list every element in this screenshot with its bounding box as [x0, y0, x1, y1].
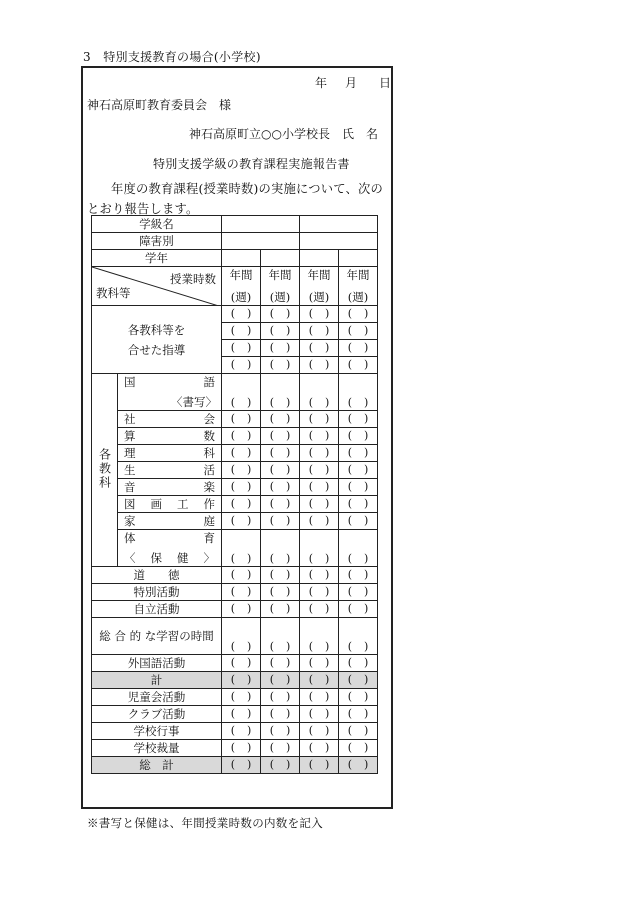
hours-input-cell[interactable] — [222, 513, 261, 530]
hours-input-cell-parens: ( ) — [308, 446, 330, 459]
table-row — [92, 445, 378, 462]
hours-input-cell[interactable] — [339, 584, 378, 601]
subject-kokugo: 国 語 〈書写〉 — [118, 374, 222, 411]
hours-input-cell[interactable] — [339, 655, 378, 672]
hours-input-cell[interactable] — [222, 479, 261, 496]
hours-input-cell[interactable] — [261, 513, 300, 530]
hours-input-cell-parens: ( ) — [269, 480, 291, 493]
hours-input-cell-parens: ( ) — [230, 602, 252, 615]
hours-input-cell-parens: ( ) — [269, 429, 291, 442]
hours-input-cell[interactable] — [300, 479, 339, 496]
annual-weekly-header: 年間 (週) — [339, 267, 378, 306]
grade-cell[interactable] — [222, 250, 261, 267]
hours-input-cell[interactable] — [261, 672, 300, 689]
hours-input-cell[interactable] — [222, 740, 261, 757]
hours-input-cell-parens: ( ) — [308, 585, 330, 598]
table-row — [92, 689, 378, 706]
table-row — [92, 706, 378, 723]
hours-input-cell-parens: ( ) — [347, 707, 369, 720]
hours-input-cell[interactable] — [300, 618, 339, 655]
addressee: 神石高原町教育委員会 様 — [87, 98, 232, 112]
hours-input-cell-parens: ( ) — [308, 429, 330, 442]
hours-input-cell[interactable] — [339, 757, 378, 774]
hours-input-cell[interactable] — [261, 706, 300, 723]
hours-input-cell-parens: ( ) — [230, 463, 252, 476]
subtotal-label: 計 — [92, 672, 222, 689]
hours-input-cell-parens: ( ) — [269, 324, 291, 337]
curriculum-table-wrap — [91, 215, 378, 774]
subject-label: 理 科 — [118, 445, 222, 462]
hours-input-cell[interactable] — [339, 530, 378, 567]
hours-input-cell[interactable] — [339, 567, 378, 584]
table-row — [92, 462, 378, 479]
hours-input-cell[interactable] — [300, 462, 339, 479]
hours-input-cell-parens: ( ) — [347, 446, 369, 459]
hours-input-cell[interactable] — [300, 723, 339, 740]
school-events-label: 学校行事 — [92, 723, 222, 740]
subject-label: 算 数 — [118, 428, 222, 445]
hours-input-cell-parens: ( ) — [308, 514, 330, 527]
hours-input-cell-parens: ( ) — [308, 673, 330, 686]
hours-input-cell-parens: ( ) — [308, 463, 330, 476]
hours-input-cell[interactable] — [300, 340, 339, 357]
hours-input-cell-parens: ( ) — [308, 396, 330, 409]
hours-input-cell[interactable] — [339, 323, 378, 340]
hours-input-cell-parens: ( ) — [269, 602, 291, 615]
hours-input-cell[interactable] — [300, 357, 339, 374]
hours-input-cell[interactable] — [339, 428, 378, 445]
hours-input-cell-parens: ( ) — [269, 396, 291, 409]
hours-input-cell-parens: ( ) — [269, 568, 291, 581]
hours-input-cell-parens: ( ) — [230, 307, 252, 320]
hours-input-cell-parens: ( ) — [308, 602, 330, 615]
foreign-language-label: 外国語活動 — [92, 655, 222, 672]
hours-input-cell-parens: ( ) — [230, 707, 252, 720]
hours-input-cell-parens: ( ) — [347, 307, 369, 320]
hours-header: 授業時数 — [170, 272, 216, 286]
hours-input-cell-parens: ( ) — [230, 741, 252, 754]
hours-input-cell[interactable] — [339, 445, 378, 462]
annual-weekly-header: 年間 (週) — [300, 267, 339, 306]
class-name-cell[interactable] — [300, 216, 378, 233]
hours-input-cell[interactable] — [300, 411, 339, 428]
hours-input-cell[interactable] — [339, 340, 378, 357]
subject-label: 家 庭 — [118, 513, 222, 530]
hours-input-cell-parens: ( ) — [269, 497, 291, 510]
hours-input-cell-parens: ( ) — [269, 307, 291, 320]
hours-input-cell-parens: ( ) — [347, 324, 369, 337]
hours-input-cell-parens: ( ) — [269, 656, 291, 669]
hours-input-cell[interactable] — [261, 567, 300, 584]
hours-input-cell-parens: ( ) — [269, 724, 291, 737]
hours-input-cell[interactable] — [339, 740, 378, 757]
hours-input-cell[interactable] — [261, 689, 300, 706]
hours-input-cell-parens: ( ) — [269, 552, 291, 565]
hours-input-cell[interactable] — [339, 496, 378, 513]
hours-input-cell[interactable] — [300, 655, 339, 672]
class-name-label: 学級名 — [92, 216, 222, 233]
hours-input-cell-parens: ( ) — [230, 552, 252, 565]
hours-input-cell[interactable] — [261, 428, 300, 445]
hours-input-cell-parens: ( ) — [347, 585, 369, 598]
hours-input-cell[interactable] — [261, 462, 300, 479]
grand-total-label: 総 計 — [92, 757, 222, 774]
hours-input-cell[interactable] — [339, 706, 378, 723]
hours-input-cell[interactable] — [222, 584, 261, 601]
table-row — [92, 216, 378, 233]
special-activities-label: 特別活動 — [92, 584, 222, 601]
date-year: 年 — [315, 76, 328, 90]
hours-input-cell-parens: ( ) — [230, 341, 252, 354]
annual-weekly-header: 年間 (週) — [261, 267, 300, 306]
hours-input-cell-parens: ( ) — [308, 307, 330, 320]
hours-input-cell-parens: ( ) — [269, 412, 291, 425]
subject-taiiku: 体 育 〈 保 健 〉 — [118, 530, 222, 567]
hours-input-cell-parens: ( ) — [308, 724, 330, 737]
hours-input-cell[interactable] — [222, 706, 261, 723]
hours-input-cell-parens: ( ) — [230, 324, 252, 337]
hours-input-cell-parens: ( ) — [308, 758, 330, 771]
hours-input-cell[interactable] — [339, 357, 378, 374]
class-name-cell[interactable] — [222, 216, 300, 233]
table-body — [92, 306, 378, 774]
hours-input-cell[interactable] — [261, 740, 300, 757]
section-heading: 3 特別支援教育の場合(小学校) — [83, 50, 261, 64]
hours-input-cell[interactable] — [222, 672, 261, 689]
hours-input-cell[interactable] — [261, 306, 300, 323]
hours-input-cell[interactable] — [222, 655, 261, 672]
hours-input-cell[interactable] — [300, 567, 339, 584]
hours-input-cell[interactable] — [339, 306, 378, 323]
hours-input-cell[interactable] — [339, 723, 378, 740]
hours-input-cell[interactable] — [300, 740, 339, 757]
hours-input-cell[interactable] — [300, 496, 339, 513]
hours-input-cell[interactable] — [222, 567, 261, 584]
hours-input-cell[interactable] — [339, 618, 378, 655]
hours-input-cell[interactable] — [222, 411, 261, 428]
hours-input-cell-parens: ( ) — [308, 358, 330, 371]
hours-input-cell-parens: ( ) — [269, 514, 291, 527]
hours-input-cell-parens: ( ) — [269, 446, 291, 459]
student-council-label: 児童会活動 — [92, 689, 222, 706]
disability-label: 障害別 — [92, 233, 222, 250]
hours-input-cell[interactable] — [222, 462, 261, 479]
grade-label: 学年 — [92, 250, 222, 267]
hours-input-cell-parens: ( ) — [308, 480, 330, 493]
hours-input-cell-parens: ( ) — [308, 324, 330, 337]
hours-input-cell-parens: ( ) — [347, 552, 369, 565]
subject-label: 生 活 — [118, 462, 222, 479]
table-header-row — [92, 267, 378, 306]
hours-input-cell[interactable] — [300, 601, 339, 618]
hours-input-cell[interactable] — [222, 428, 261, 445]
hours-input-cell-parens: ( ) — [269, 741, 291, 754]
hours-input-cell-parens: ( ) — [308, 497, 330, 510]
hours-input-cell[interactable] — [339, 479, 378, 496]
sender: 神石高原町立○○小学校長 氏 名 — [189, 127, 378, 141]
table-row — [92, 428, 378, 445]
hours-input-cell-parens: ( ) — [269, 640, 291, 653]
hours-input-cell[interactable] — [300, 374, 339, 411]
hours-input-cell-parens: ( ) — [347, 568, 369, 581]
hours-input-cell[interactable] — [339, 601, 378, 618]
hours-input-cell-parens: ( ) — [269, 463, 291, 476]
hours-input-cell-parens: ( ) — [347, 724, 369, 737]
hours-input-cell-parens: ( ) — [230, 514, 252, 527]
hours-input-cell[interactable] — [261, 445, 300, 462]
hours-input-cell[interactable] — [261, 584, 300, 601]
date-month: 月 — [345, 76, 358, 90]
grade-cell[interactable] — [339, 250, 378, 267]
hours-input-cell-parens: ( ) — [230, 690, 252, 703]
hours-input-cell[interactable] — [222, 357, 261, 374]
hours-input-cell-parens: ( ) — [308, 412, 330, 425]
hours-input-cell[interactable] — [300, 706, 339, 723]
table-row — [92, 740, 378, 757]
hours-input-cell[interactable] — [339, 672, 378, 689]
table-row — [92, 723, 378, 740]
hours-input-cell[interactable] — [222, 757, 261, 774]
hours-input-cell[interactable] — [261, 618, 300, 655]
hours-input-cell-parens: ( ) — [347, 640, 369, 653]
hours-input-cell[interactable] — [300, 530, 339, 567]
hours-input-cell-parens: ( ) — [230, 497, 252, 510]
table-row — [92, 601, 378, 618]
hours-input-cell[interactable] — [222, 689, 261, 706]
report-title: 特別支援学級の教育課程実施報告書 — [153, 157, 350, 171]
hours-input-cell-parens: ( ) — [347, 463, 369, 476]
subject-label: 図 画 工 作 — [118, 496, 222, 513]
hours-input-cell-parens: ( ) — [269, 707, 291, 720]
hours-input-cell[interactable] — [300, 428, 339, 445]
hours-input-cell[interactable] — [300, 513, 339, 530]
hours-input-cell-parens: ( ) — [347, 602, 369, 615]
hours-input-cell-parens: ( ) — [230, 396, 252, 409]
hours-input-cell[interactable] — [261, 411, 300, 428]
hours-input-cell-parens: ( ) — [230, 640, 252, 653]
table-row — [92, 618, 378, 655]
hours-input-cell-parens: ( ) — [347, 690, 369, 703]
hours-input-cell-parens: ( ) — [347, 412, 369, 425]
hours-input-cell-parens: ( ) — [269, 585, 291, 598]
annual-weekly-header: 年間 (週) — [222, 267, 261, 306]
report-form — [81, 66, 393, 809]
hours-input-cell[interactable] — [300, 306, 339, 323]
hours-input-cell-parens: ( ) — [230, 673, 252, 686]
table-row — [92, 672, 378, 689]
hours-input-cell-parens: ( ) — [347, 758, 369, 771]
footnote: ※書写と保健は、年間授業時数の内数を記入 — [87, 816, 323, 830]
hours-input-cell-parens: ( ) — [347, 497, 369, 510]
hours-input-cell[interactable] — [222, 530, 261, 567]
hours-input-cell-parens: ( ) — [308, 707, 330, 720]
hours-input-cell-parens: ( ) — [347, 358, 369, 371]
hours-input-cell-parens: ( ) — [347, 341, 369, 354]
hours-input-cell-parens: ( ) — [308, 341, 330, 354]
hours-input-cell[interactable] — [222, 374, 261, 411]
hours-input-cell[interactable] — [339, 689, 378, 706]
subject-label: 音 楽 — [118, 479, 222, 496]
hours-input-cell[interactable] — [261, 374, 300, 411]
subjects-header: 教科等 — [96, 286, 131, 300]
table-row — [92, 567, 378, 584]
table-row — [92, 233, 378, 250]
hours-input-cell-parens: ( ) — [230, 656, 252, 669]
table-row — [92, 479, 378, 496]
table-row — [92, 655, 378, 672]
hours-input-cell[interactable] — [300, 584, 339, 601]
hours-input-cell[interactable] — [261, 323, 300, 340]
hours-input-cell[interactable] — [222, 306, 261, 323]
hours-input-cell-parens: ( ) — [308, 690, 330, 703]
hours-input-cell[interactable] — [261, 723, 300, 740]
hours-input-cell-parens: ( ) — [308, 568, 330, 581]
report-body-text: 年度の教育課程(授業時数)の実施について、次のとおり報告します。 — [87, 182, 383, 216]
hours-input-cell-parens: ( ) — [230, 568, 252, 581]
hours-input-cell[interactable] — [261, 601, 300, 618]
hours-input-cell[interactable] — [261, 340, 300, 357]
hours-input-cell-parens: ( ) — [347, 656, 369, 669]
hours-input-cell[interactable] — [261, 496, 300, 513]
curriculum-table — [91, 215, 378, 774]
hours-input-cell[interactable] — [222, 496, 261, 513]
hours-input-cell[interactable] — [222, 601, 261, 618]
table-row — [92, 374, 378, 411]
hours-input-cell[interactable] — [261, 479, 300, 496]
hours-input-cell-parens: ( ) — [269, 690, 291, 703]
hours-input-cell[interactable] — [222, 723, 261, 740]
table-row — [92, 757, 378, 774]
hours-input-cell-parens: ( ) — [230, 480, 252, 493]
hours-input-cell-parens: ( ) — [230, 412, 252, 425]
disability-cell[interactable] — [222, 233, 300, 250]
grade-cell[interactable] — [300, 250, 339, 267]
combined-guidance-label: 各教科等を 合せた指導 — [92, 306, 222, 374]
table-row — [92, 530, 378, 567]
hours-input-cell[interactable] — [261, 757, 300, 774]
hours-input-cell[interactable] — [300, 672, 339, 689]
club-activities-label: クラブ活動 — [92, 706, 222, 723]
date-day: 日 — [379, 76, 392, 90]
hours-input-cell-parens: ( ) — [347, 480, 369, 493]
diagonal-header-cell — [92, 267, 222, 306]
hours-input-cell-parens: ( ) — [347, 396, 369, 409]
hours-input-cell-parens: ( ) — [230, 429, 252, 442]
disability-cell[interactable] — [300, 233, 378, 250]
hours-input-cell[interactable] — [300, 445, 339, 462]
hours-input-cell-parens: ( ) — [269, 758, 291, 771]
hours-input-cell-parens: ( ) — [230, 358, 252, 371]
hours-input-cell-parens: ( ) — [308, 640, 330, 653]
hours-input-cell-parens: ( ) — [347, 741, 369, 754]
hours-input-cell[interactable] — [339, 513, 378, 530]
hours-input-cell[interactable] — [222, 618, 261, 655]
hours-input-cell-parens: ( ) — [347, 673, 369, 686]
hours-input-cell[interactable] — [339, 462, 378, 479]
hours-input-cell[interactable] — [300, 323, 339, 340]
hours-input-cell-parens: ( ) — [269, 341, 291, 354]
table-row — [92, 584, 378, 601]
hours-input-cell-parens: ( ) — [230, 585, 252, 598]
hours-input-cell-parens: ( ) — [308, 656, 330, 669]
hours-input-cell-parens: ( ) — [347, 514, 369, 527]
hours-input-cell-parens: ( ) — [347, 429, 369, 442]
hours-input-cell-parens: ( ) — [230, 724, 252, 737]
subjects-group-label: 各教科 — [92, 374, 118, 567]
hours-input-cell[interactable] — [261, 357, 300, 374]
hours-input-cell-parens: ( ) — [269, 673, 291, 686]
table-row — [92, 250, 378, 267]
hours-input-cell[interactable] — [339, 374, 378, 411]
moral-education-label: 道 徳 — [92, 567, 222, 584]
table-row — [92, 306, 378, 323]
independence-activities-label: 自立活動 — [92, 601, 222, 618]
table-row — [92, 513, 378, 530]
subject-label: 社 会 — [118, 411, 222, 428]
hours-input-cell-parens: ( ) — [230, 758, 252, 771]
table-row — [92, 496, 378, 513]
hours-input-cell[interactable] — [339, 411, 378, 428]
hours-input-cell[interactable] — [222, 340, 261, 357]
hours-input-cell[interactable] — [222, 445, 261, 462]
hours-input-cell-parens: ( ) — [308, 552, 330, 565]
hours-input-cell[interactable] — [300, 689, 339, 706]
grade-cell[interactable] — [261, 250, 300, 267]
hours-input-cell[interactable] — [222, 323, 261, 340]
hours-input-cell[interactable] — [261, 530, 300, 567]
hours-input-cell[interactable] — [261, 655, 300, 672]
hours-input-cell-parens: ( ) — [308, 741, 330, 754]
hours-input-cell-parens: ( ) — [269, 358, 291, 371]
table-row — [92, 411, 378, 428]
school-discretion-label: 学校裁量 — [92, 740, 222, 757]
hours-input-cell[interactable] — [300, 757, 339, 774]
hours-input-cell-parens: ( ) — [230, 446, 252, 459]
integrated-study-label: 総 合 的 な学習の時間 — [92, 618, 222, 655]
